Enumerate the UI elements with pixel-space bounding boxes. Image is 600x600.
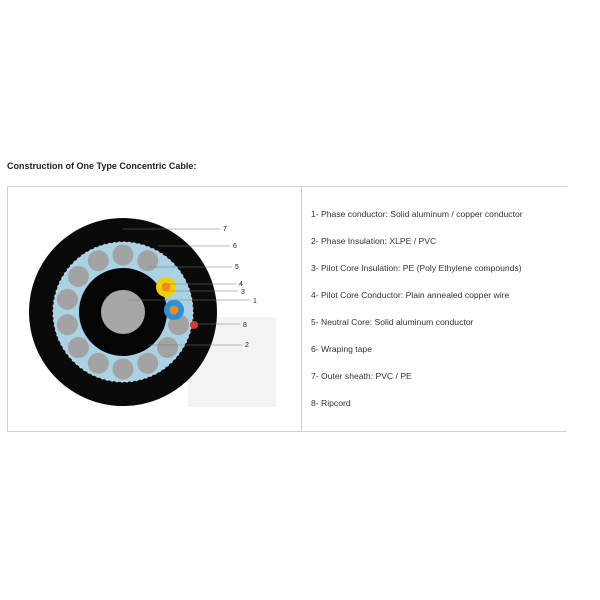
callout-7: 7 bbox=[223, 226, 227, 233]
legend-item: 6- Wraping tape bbox=[311, 344, 372, 354]
pilot-core-conductor-blue bbox=[170, 306, 179, 315]
neutral-core bbox=[113, 359, 134, 380]
phase-conductor bbox=[101, 290, 145, 334]
neutral-core bbox=[157, 337, 178, 358]
legend-item: 2- Phase Insulation: XLPE / PVC bbox=[311, 236, 437, 246]
neutral-core bbox=[88, 250, 109, 271]
legend-item: 1- Phase conductor: Solid aluminum / copper conductor bbox=[311, 209, 523, 219]
callout-3: 3 bbox=[241, 289, 245, 296]
legend-item: 7- Outer sheath: PVC / PE bbox=[311, 371, 412, 381]
neutral-core bbox=[88, 353, 109, 374]
callout-2: 2 bbox=[245, 342, 249, 349]
legend-item: 3- Pilot Core Insulation: PE (Poly Ethylene compounds) bbox=[311, 263, 522, 273]
legend-item: 5- Neutral Core: Solid aluminum conductor bbox=[311, 317, 474, 327]
neutral-core bbox=[68, 266, 89, 287]
cable-cross-section-diagram bbox=[8, 187, 301, 431]
callout-1: 1 bbox=[253, 298, 257, 305]
neutral-core bbox=[57, 289, 78, 310]
neutral-core bbox=[57, 314, 78, 335]
table-divider bbox=[301, 187, 302, 431]
callout-4: 4 bbox=[239, 281, 243, 288]
callout-6: 6 bbox=[233, 243, 237, 250]
component-legend bbox=[311, 209, 566, 425]
neutral-core bbox=[137, 353, 158, 374]
neutral-core bbox=[113, 245, 134, 266]
callout-5: 5 bbox=[235, 264, 239, 271]
callout-8: 8 bbox=[243, 322, 247, 329]
neutral-core bbox=[137, 250, 158, 271]
neutral-core bbox=[68, 337, 89, 358]
ripcord bbox=[190, 321, 198, 329]
page-title: Construction of One Type Concentric Cable: bbox=[7, 161, 197, 171]
legend-item: 8- Ripcord bbox=[311, 398, 351, 408]
construction-table bbox=[7, 186, 567, 432]
legend-item: 4- Pilot Core Conductor: Plain annealed copper wire bbox=[311, 290, 510, 300]
